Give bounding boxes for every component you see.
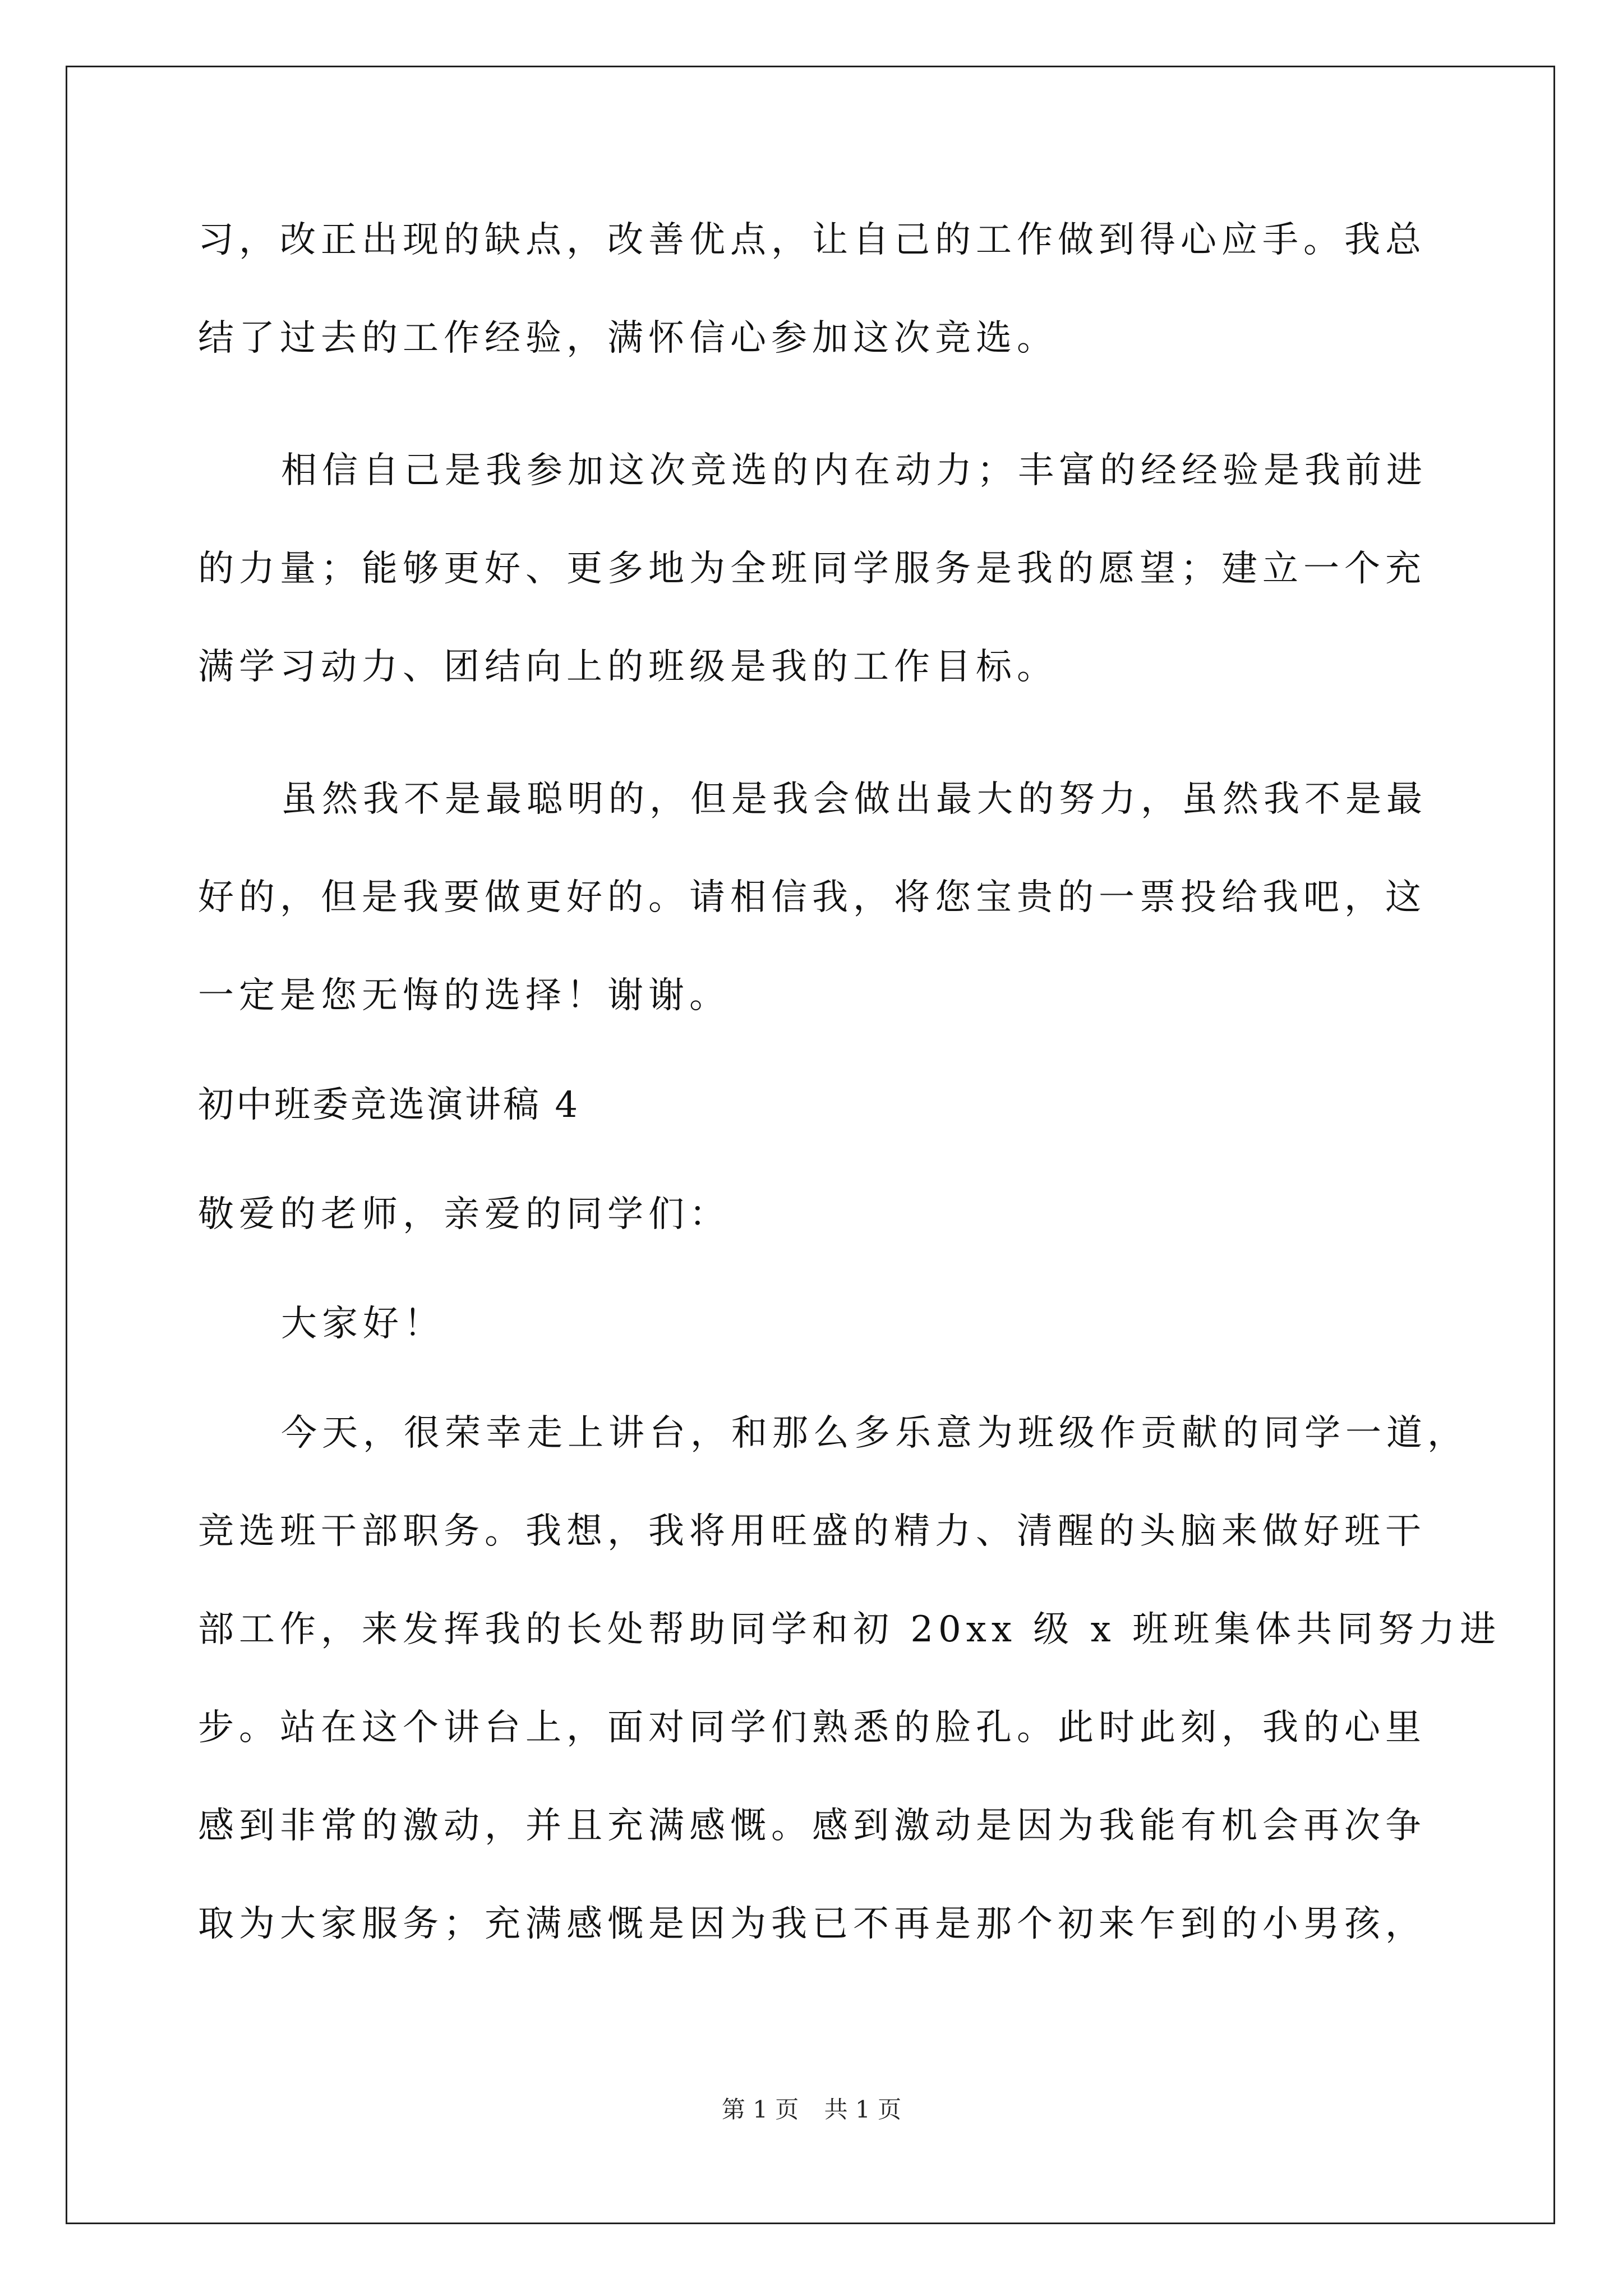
paragraph-line: 好的，但是我要做更好的。请相信我，将您宝贵的一票投给我吧，这 [198,877,1426,918]
paragraph-line: 的力量；能够更好、更多地为全班同学服务是我的愿望；建立一个充 [198,548,1426,590]
section-heading: 初中班委竞选演讲稿 4 [198,1084,580,1126]
paragraph-line: 取为大家服务；充满感慨是因为我已不再是那个初来乍到的小男孩， [198,1903,1426,1945]
paragraph-line: 步。站在这个讲台上，面对同学们熟悉的脸孔。此时此刻，我的心里 [198,1707,1426,1749]
paragraph-line: 相信自己是我参加这次竞选的内在动力；丰富的经经验是我前进 [281,450,1427,491]
greeting: 大家好！ [281,1303,445,1345]
paragraph-line: 习，改正出现的缺点，改善优点，让自己的工作做到得心应手。我总 [198,219,1426,261]
salutation: 敬爱的老师，亲爱的同学们： [198,1194,730,1235]
paragraph-line: 满学习动力、团结向上的班级是我的工作目标。 [198,646,1058,688]
paragraph-line: 部工作，来发挥我的长处帮助同学和初 20xx 级 x 班班集体共同努力进 [198,1609,1501,1650]
page-footer [0,2091,1623,2125]
paragraph-line: 虽然我不是最聪明的，但是我会做出最大的努力，虽然我不是最 [281,779,1427,820]
paragraph-line: 竞选班干部职务。我想，我将用旺盛的精力、清醒的头脑来做好班干 [198,1511,1426,1552]
page-number: 第 1 页 [721,2096,799,2123]
paragraph-line: 结了过去的工作经验，满怀信心参加这次竞选。 [198,318,1058,359]
paragraph-line: 今天，很荣幸走上讲台，和那么多乐意为班级作贡献的同学一道， [281,1412,1468,1454]
page-total: 共 1 页 [824,2096,902,2123]
paragraph-line: 感到非常的激动，并且充满感慨。感到激动是因为我能有机会再次争 [198,1805,1426,1847]
paragraph-line: 一定是您无悔的选择！谢谢。 [198,975,730,1016]
